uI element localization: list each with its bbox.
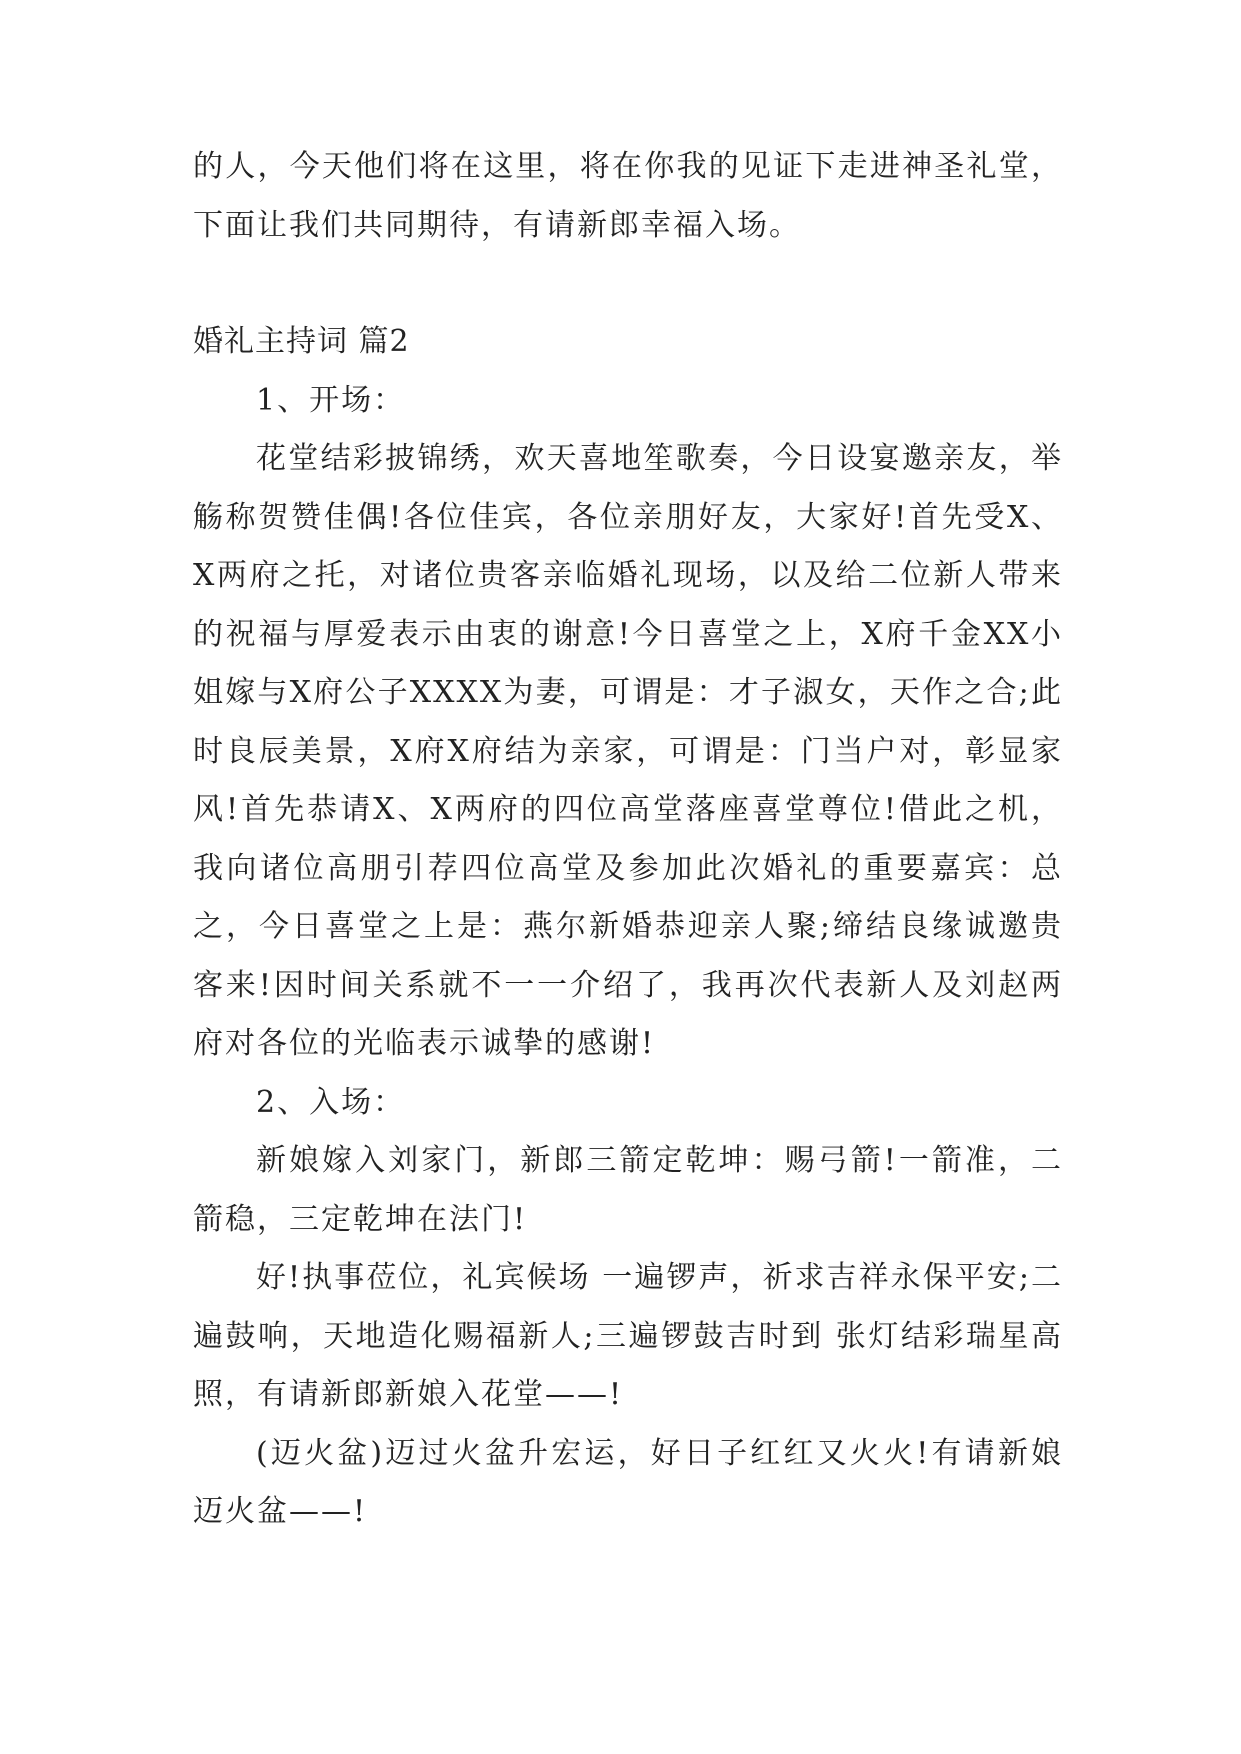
entrance-heading: 2、入场：	[256, 1084, 406, 1120]
entrance-paragraph-arrows: 新娘嫁入刘家门，新郎三箭定乾坤：赐弓箭!一箭准，二箭稳，三定乾坤在法门!	[193, 1143, 1063, 1237]
entrance-paragraph-fire-basin: (迈火盆)迈过火盆升宏运，好日子红红又火火!有请新娘迈火盆——!	[193, 1435, 1063, 1529]
intro-continuation-paragraph: 的人，今天他们将在这里，将在你我的见证下走进神圣礼堂，下面让我们共同期待，有请新郎幸福入场。	[193, 149, 1063, 243]
document-page	[193, 138, 1063, 1542]
section-title: 婚礼主持词 篇2	[193, 324, 410, 359]
section-spacer	[193, 255, 1063, 313]
opening-paragraph: 花堂结彩披锦绣，欢天喜地笙歌奏，今日设宴邀亲友，举觞称贺赞佳偶!各位佳宾，各位亲朋好友，大家好!首先受X、X两府之托，对诸位贵客亲临婚礼现场，以及给二位新人带来的祝福与厚爱表示由衷的谢意!今日喜堂之上，X府千金XX小姐嫁与X府公子XXXX为妻，可谓是：才子淑女，天作之合;此时良辰美景，X府X府结为亲家，可谓是：门当户对，彰显家风!首先恭请X、X两府的四位高堂落座喜堂尊位!借此之机，我向诸位高朋引荐四位高堂及参加此次婚礼的重要嘉宾：总之，今日喜堂之上是：燕尔新婚恭迎亲人聚;缔结良缘诚邀贵客来!因时间关系就不一一介绍了，我再次代表新人及刘赵两府对各位的光临表示诚挚的感谢!	[193, 441, 1063, 1061]
entrance-paragraph-gongs: 好!执事莅位，礼宾候场 一遍锣声，祈求吉祥永保平安;二遍鼓响，天地造化赐福新人;三遍锣鼓吉时到 张灯结彩瑞星高照，有请新郎新娘入花堂——!	[193, 1260, 1063, 1412]
opening-heading: 1、开场：	[256, 382, 406, 418]
